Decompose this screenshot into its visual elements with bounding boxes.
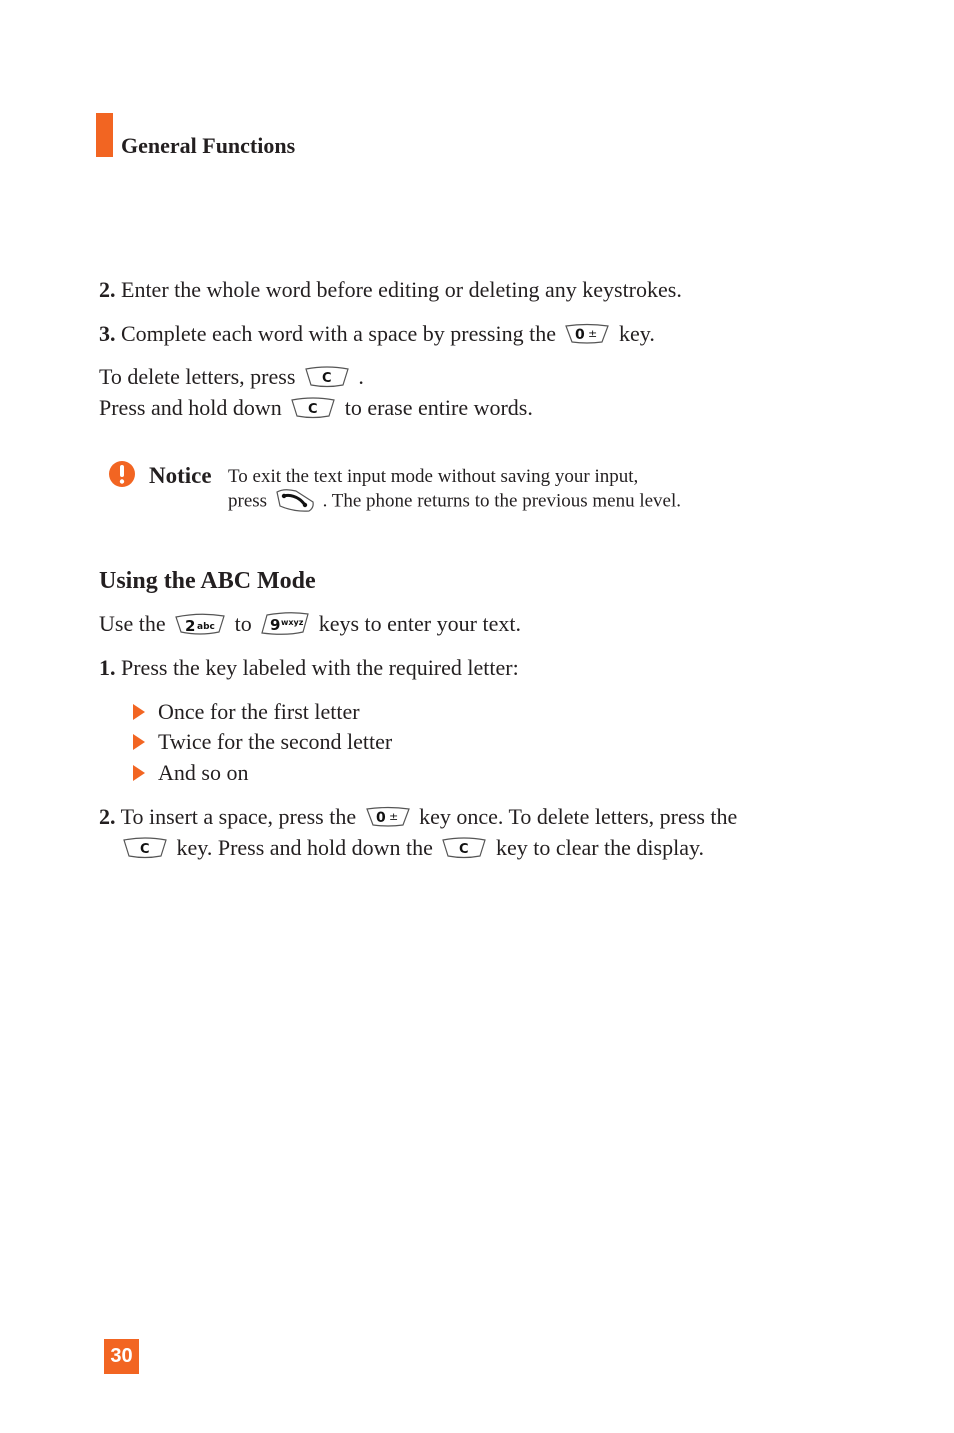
notice-press: press	[228, 490, 268, 512]
clear-key-icon	[440, 836, 488, 860]
zero-key-icon	[364, 806, 412, 828]
bullet-item	[133, 758, 248, 788]
nine-key-digit: 9	[270, 615, 281, 634]
zero-key-sub: ±	[588, 326, 598, 340]
step-number: 1.	[99, 655, 116, 680]
bullet-text: Twice for the second letter	[158, 729, 393, 754]
notice-line-1: To exit the text input mode without saving your input,	[228, 466, 639, 487]
step-number: 3.	[99, 321, 116, 346]
zero-key-sub: ±	[388, 809, 398, 823]
step-3-line	[99, 319, 655, 349]
two-key-digit: 2	[185, 616, 196, 635]
section-title: Using the ABC Mode	[99, 568, 316, 594]
exclamation-icon	[108, 460, 136, 488]
two-abc-key-icon	[173, 612, 227, 636]
clear-key-label: C	[321, 370, 332, 386]
nine-key-sub: wxyz	[281, 617, 304, 627]
bullet-text: And so on	[158, 760, 249, 785]
delete-text-end: .	[358, 364, 364, 389]
hold-erase-line	[99, 393, 533, 423]
step-text: Press the key labeled with the required letter:	[121, 655, 519, 680]
intro-text: Use the	[99, 611, 166, 636]
step-text: Enter the whole word before editing or deleting any keystrokes.	[121, 277, 682, 302]
intro-text-end: keys to enter your text.	[318, 611, 521, 636]
delete-text: To delete letters, press	[99, 364, 296, 389]
triangle-bullet-icon	[133, 765, 145, 781]
zero-key-icon	[563, 323, 611, 345]
clear-key-label: C	[140, 841, 150, 857]
hold-text: Press and hold down	[99, 395, 282, 420]
delete-letters-line	[99, 362, 364, 392]
step-text: To insert a space, press the	[120, 804, 357, 829]
notice-line-2	[228, 488, 681, 516]
clear-key-icon	[289, 396, 337, 420]
step-2-line	[99, 275, 682, 305]
abc-step-1-line	[99, 653, 519, 683]
notice-press-end: . The phone returns to the previous menu level.	[322, 490, 682, 512]
intro-text-mid: to	[234, 611, 252, 636]
step-number: 2.	[99, 277, 116, 302]
hold-text-end: to erase entire words.	[344, 395, 533, 420]
step-number: 2.	[99, 804, 116, 829]
page-header-title: General Functions	[121, 133, 296, 158]
bullet-item	[133, 727, 392, 757]
bullet-item	[133, 697, 360, 727]
step-text-mid: key. Press and hold down the	[176, 835, 433, 860]
abc-intro-line	[99, 609, 521, 639]
step-text-end: key once. To delete letters, press the	[419, 804, 738, 829]
bullet-text: Once for the first letter	[158, 699, 360, 724]
nine-wxyz-key-icon	[259, 611, 311, 637]
clear-key-label: C	[308, 401, 318, 417]
notice-label: Notice	[149, 463, 212, 488]
page-number: 30	[104, 1339, 139, 1374]
triangle-bullet-icon	[133, 734, 145, 750]
abc-step-2-line-2	[119, 833, 704, 863]
abc-step-2-line-1	[99, 802, 737, 832]
step-text: Complete each word with a space by pressing the	[121, 321, 556, 346]
zero-key-digit: 0	[375, 809, 386, 826]
header-accent-bar	[96, 113, 113, 157]
two-key-sub: abc	[197, 621, 215, 632]
step-text-end: key to clear the display.	[495, 835, 705, 860]
triangle-bullet-icon	[133, 704, 145, 720]
clear-key-label: C	[459, 841, 469, 857]
end-call-key-icon	[274, 486, 316, 514]
step-text-end: key.	[618, 321, 655, 346]
zero-key-digit: 0	[575, 326, 586, 343]
clear-key-icon	[121, 836, 169, 860]
clear-key-icon	[303, 365, 351, 389]
